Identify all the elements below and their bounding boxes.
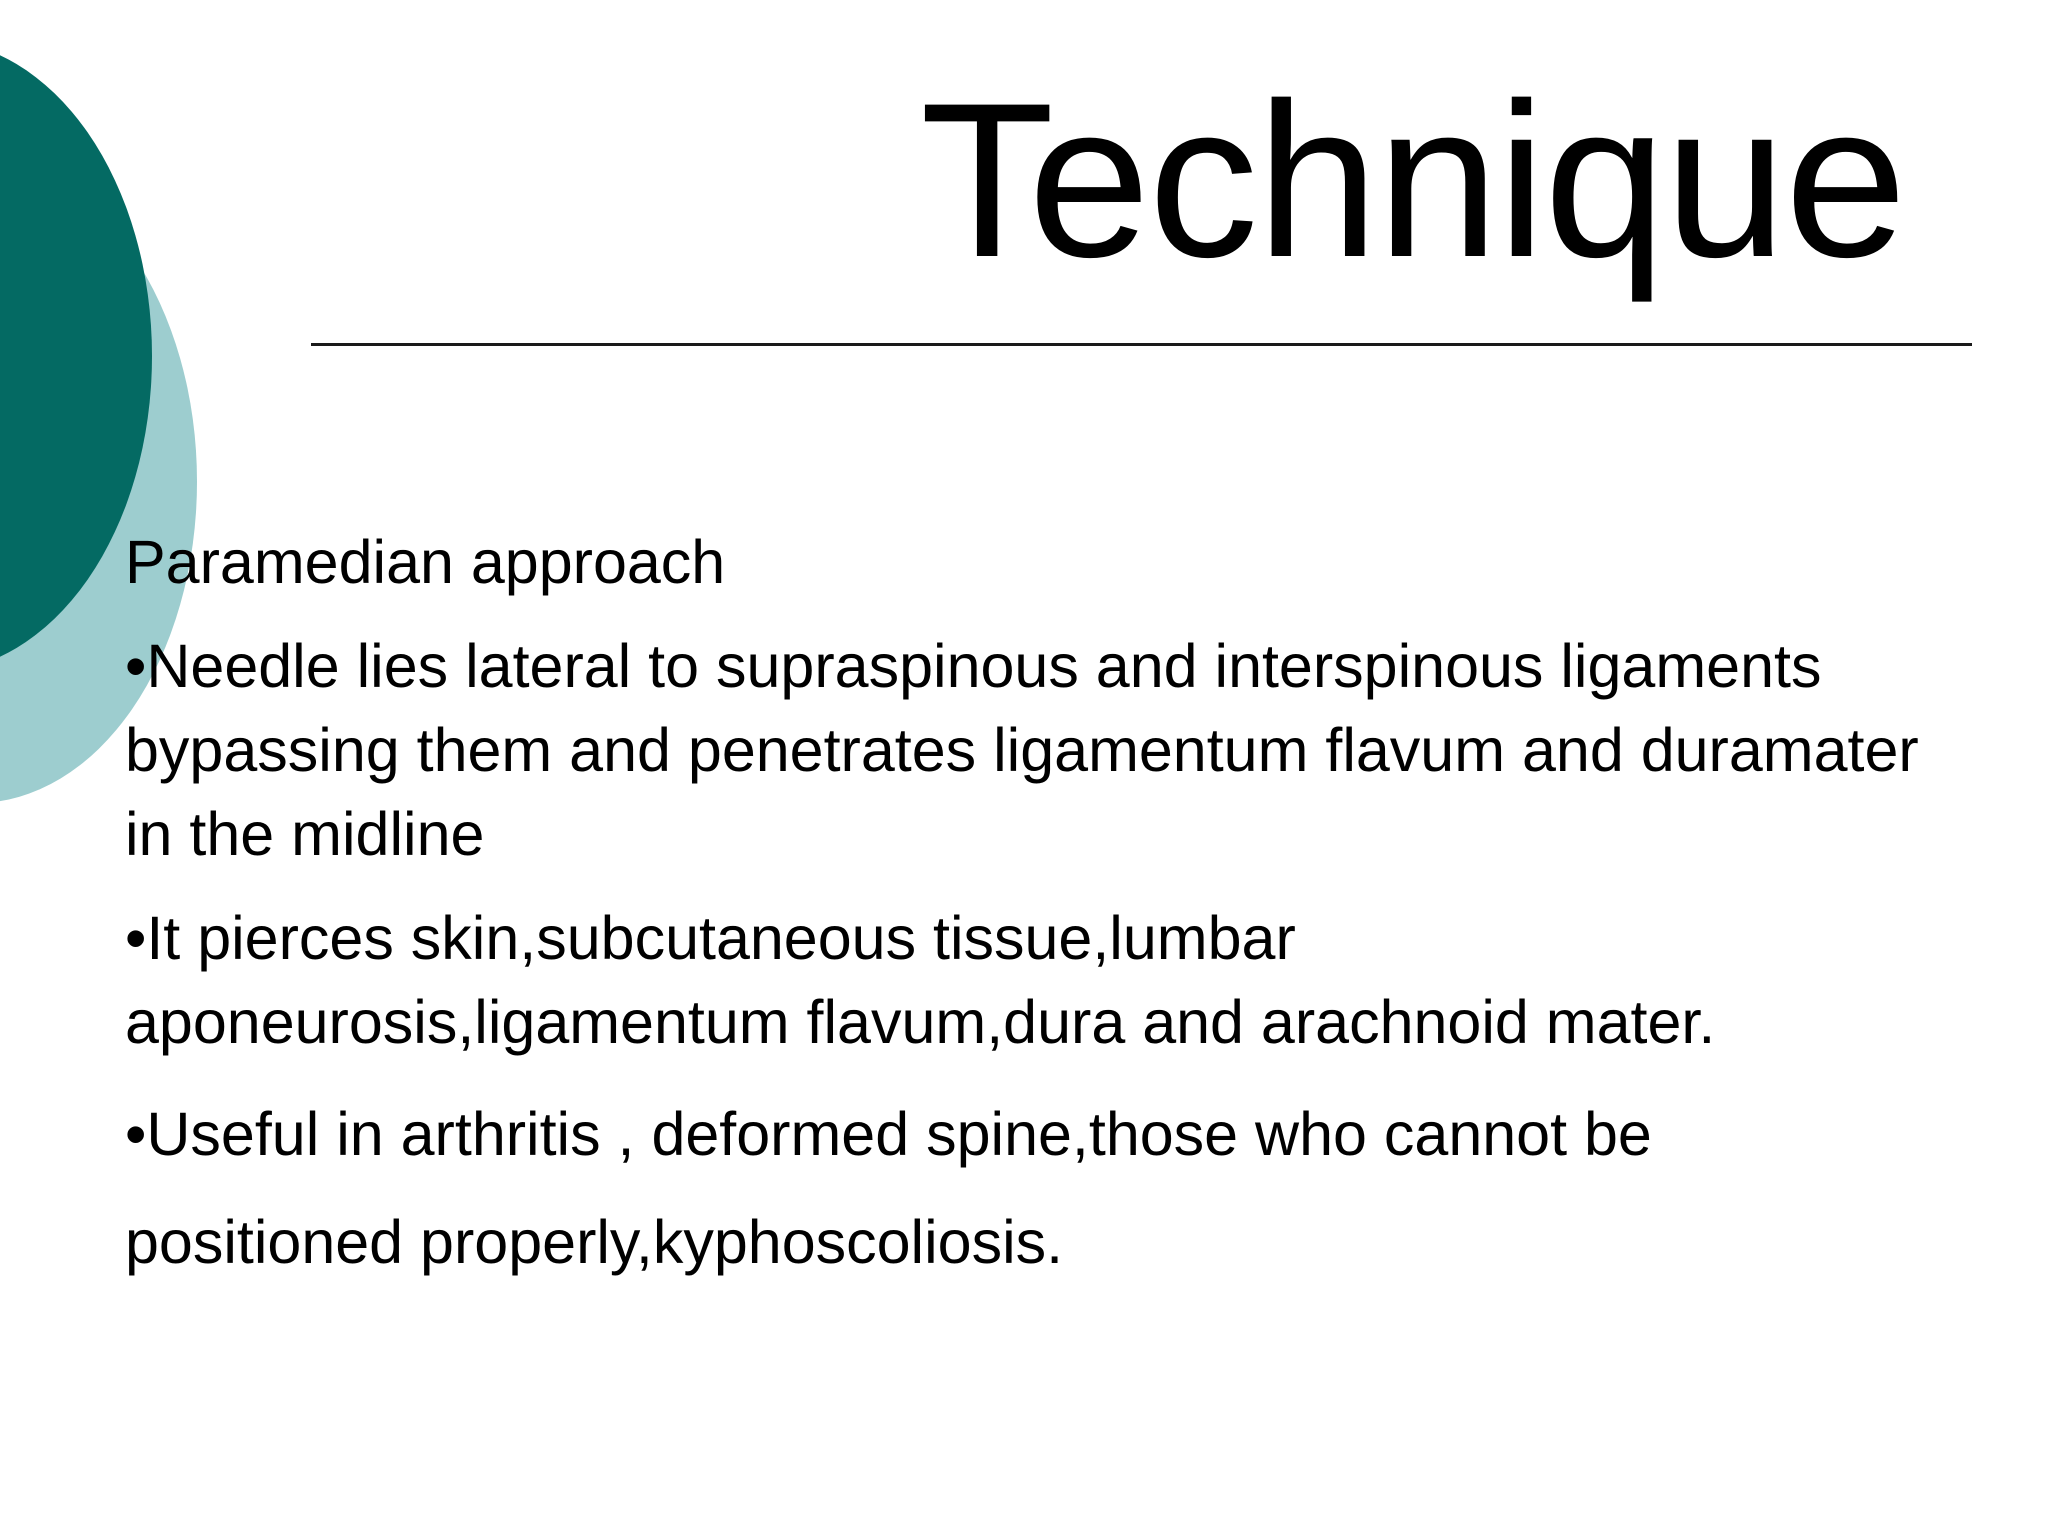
bullet-item-3: •Useful in arthritis , deformed spine,those who cannot be positioned properly,kyphoscoliosis. [125,1100,1652,1276]
section-heading: Paramedian approach [125,528,726,596]
slide-body [125,520,1925,1316]
bullet-item-1: •Needle lies lateral to supraspinous and interspinous ligaments bypassing them and penetrates ligamentum flavum and duramater in the midline [125,632,1919,868]
title-divider [311,343,1972,346]
slide-title: Technique [920,57,1905,303]
bullet-item-2: •It pierces skin,subcutaneous tissue,lumbar aponeurosis,ligamentum flavum,dura and arachnoid mater. [125,904,1716,1056]
